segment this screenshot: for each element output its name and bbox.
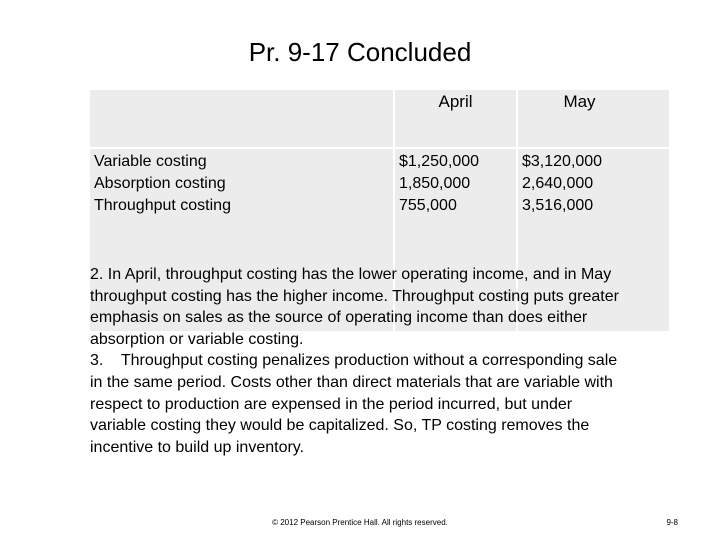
header-divider	[90, 147, 669, 149]
slide-title: Pr. 9-17 Concluded	[248, 37, 472, 67]
april-variable-value: $1,250,000	[399, 153, 480, 170]
answer-part-3: 3. Throughput costing penalizes production without a corresponding sale in the same period. Costs other than direct materials that are variable with respect to production are expensed in the period incurred, but under variable costing they would be capitalized. So, TP costing removes the incentive to build up inventory.	[90, 352, 622, 456]
row-labels	[94, 151, 231, 217]
row-label-variable-costing: Variable costing	[94, 153, 207, 170]
copyright-footer: © 2012 Pearson Prentice Hall. All rights reserved.	[272, 518, 448, 527]
may-throughput-value: 3,516,000	[522, 197, 594, 214]
april-absorption-value: 1,850,000	[399, 175, 471, 192]
row-label-throughput-costing: Throughput costing	[94, 197, 231, 214]
april-throughput-value: 755,000	[399, 197, 457, 214]
may-absorption-value: 2,640,000	[522, 175, 594, 192]
may-values	[522, 151, 602, 217]
may-variable-value: $3,120,000	[522, 153, 603, 170]
column-header-may: May	[563, 92, 596, 111]
page-number: 9-8	[666, 518, 678, 527]
row-label-absorption-costing: Absorption costing	[94, 175, 226, 192]
explanation-text	[90, 264, 630, 458]
column-header-april: April	[438, 92, 473, 111]
answer-part-2: 2. In April, throughput costing has the lower operating income, and in May throughput costing has the higher income. Throughput costing puts greater emphasis on sales as the source of operating income than does either absorption or variable costing.	[90, 266, 619, 348]
april-values	[399, 151, 479, 217]
